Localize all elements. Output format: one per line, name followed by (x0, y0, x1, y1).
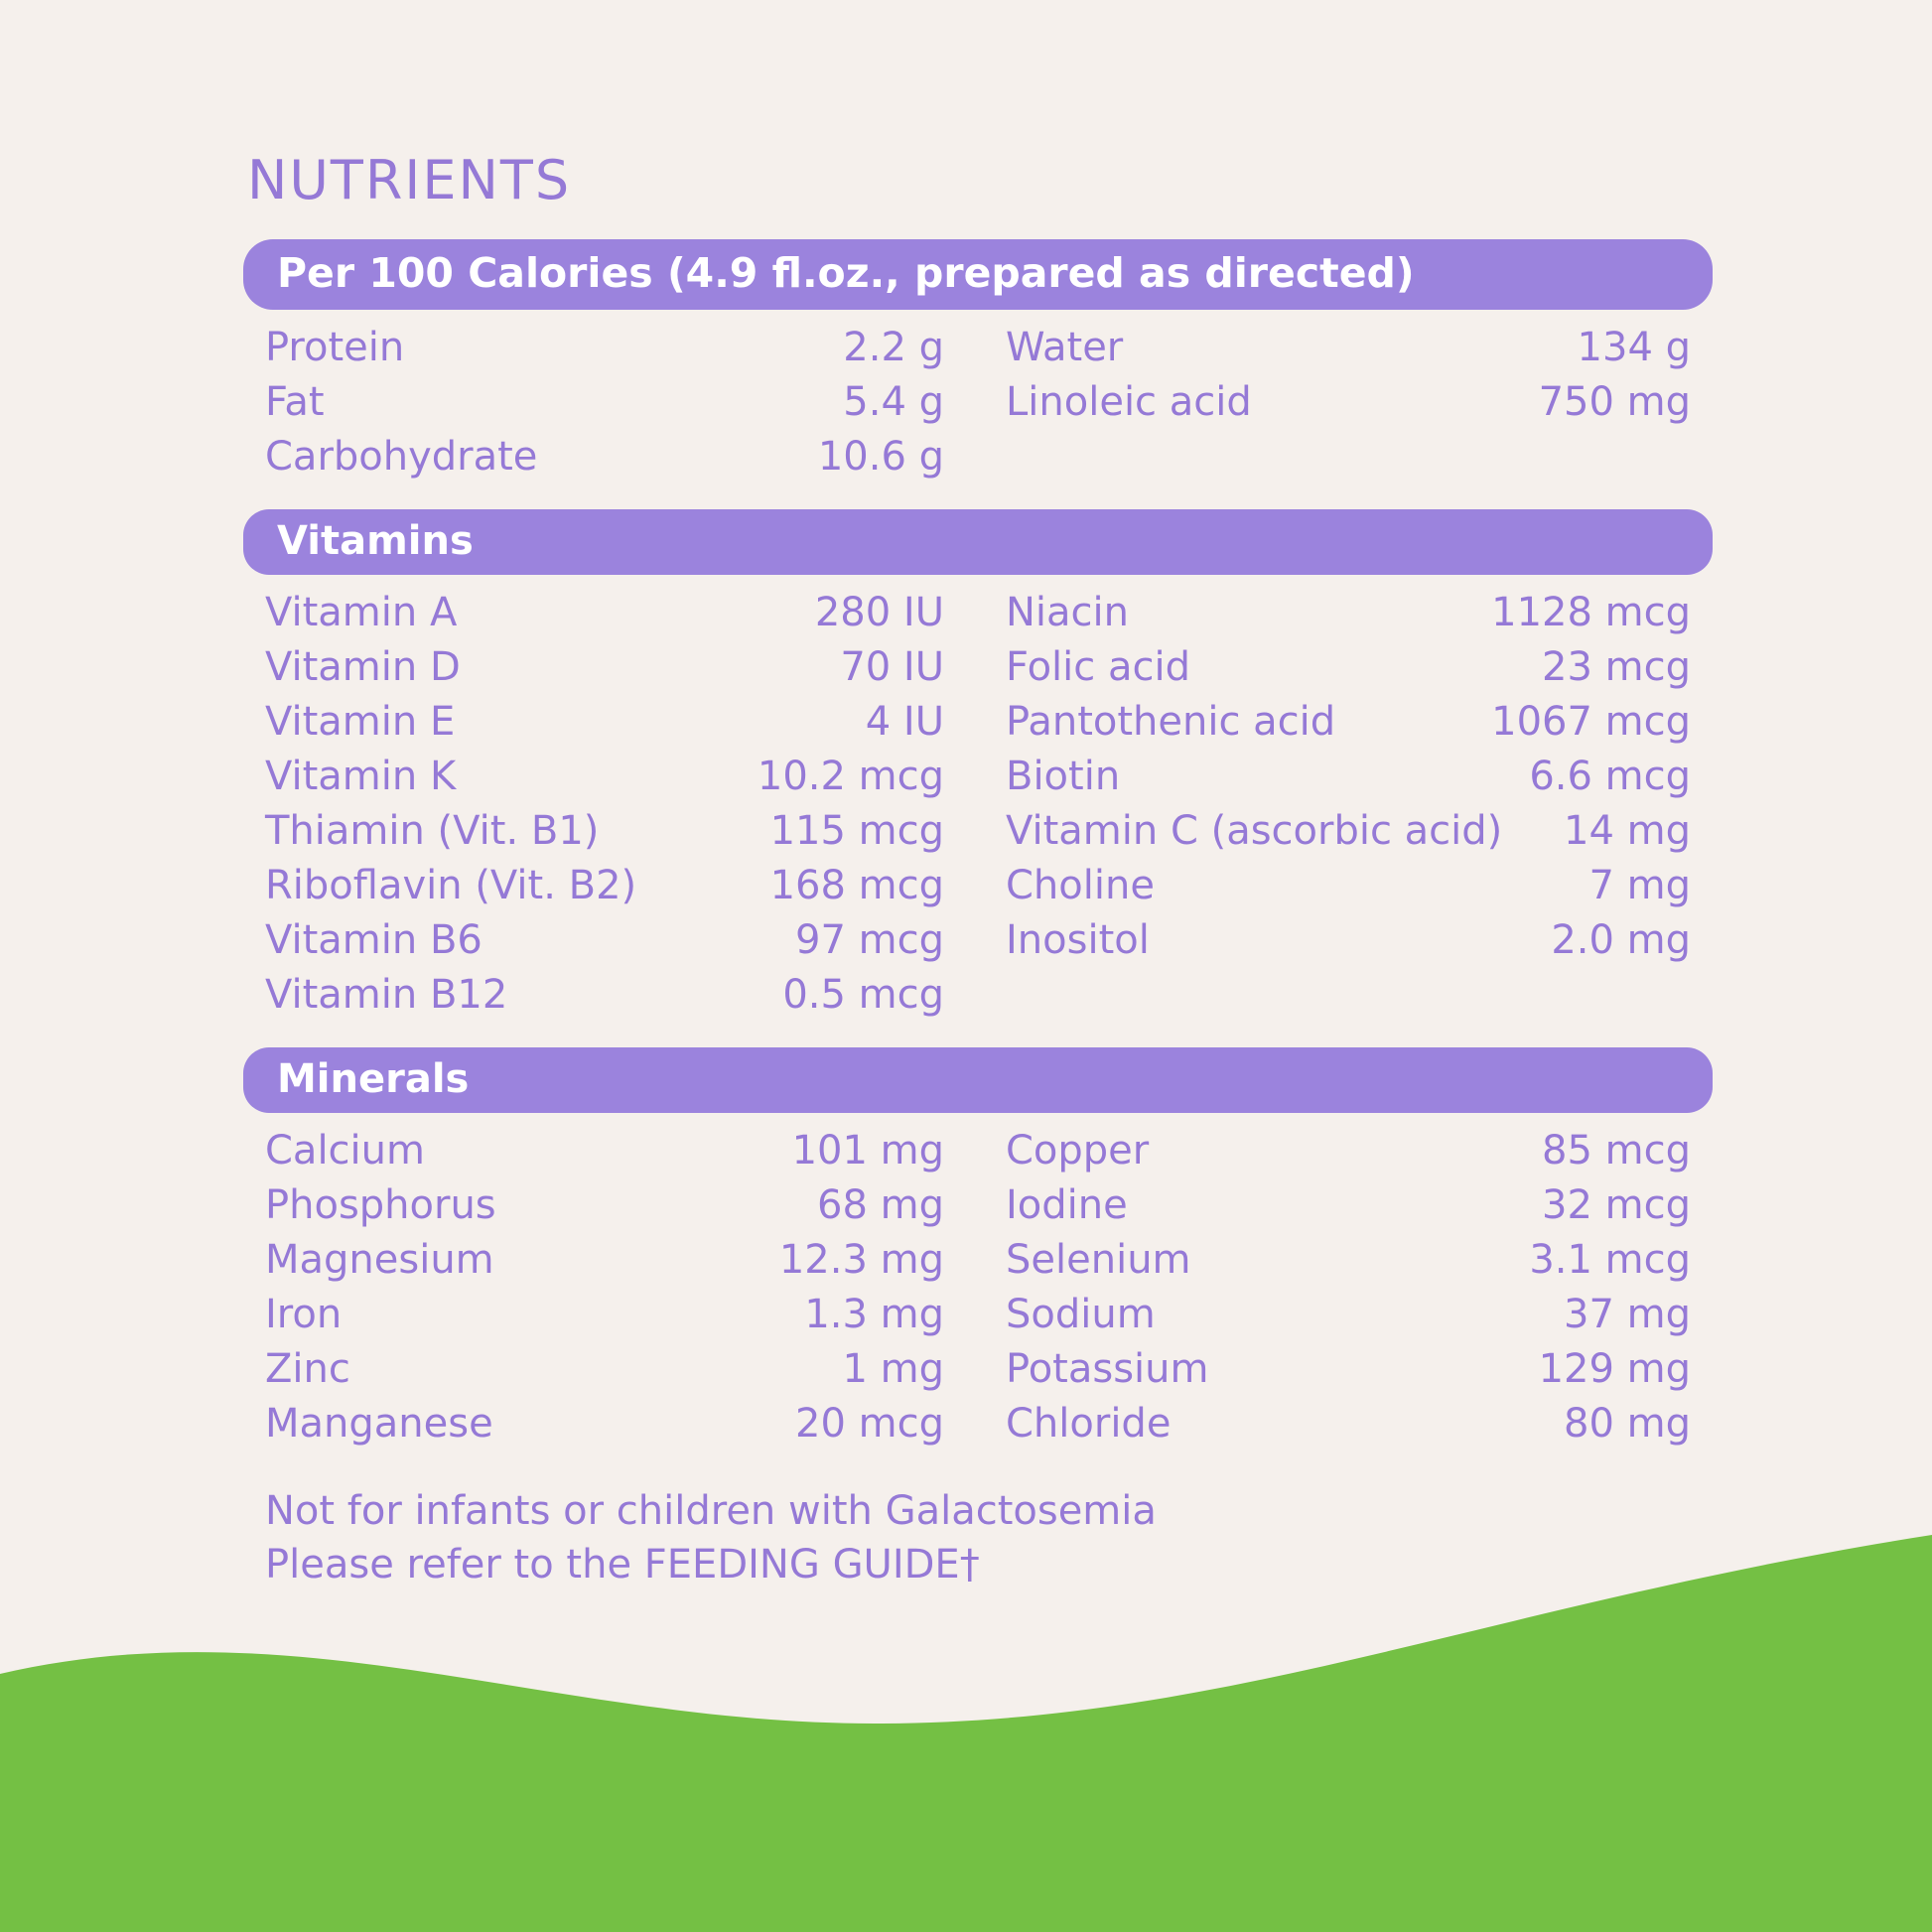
table-row (265, 1232, 1691, 1287)
nutrient-cell (978, 644, 1691, 690)
nutrient-label: Phosphorus (265, 1181, 496, 1228)
nutrient-label: Riboflavin (Vit. B2) (265, 862, 637, 908)
nutrient-cell (265, 1401, 978, 1447)
nutrient-label: Iron (265, 1291, 343, 1337)
nutrient-cell (978, 917, 1691, 963)
nutrient-cell (265, 325, 978, 370)
nutrient-cell (265, 917, 978, 963)
nutrient-value: 0.5 mcg (782, 971, 944, 1018)
nutrient-value: 20 mcg (795, 1400, 944, 1447)
nutrient-label: Vitamin K (265, 753, 457, 799)
nutrient-value: 7 mg (1588, 862, 1691, 908)
table-row (265, 585, 1691, 639)
nutrient-cell (978, 379, 1691, 425)
nutrient-cell (265, 379, 978, 425)
nutrient-value: 6.6 mcg (1529, 753, 1691, 799)
nutrient-label: Linoleic acid (1006, 378, 1252, 425)
nutrient-value: 3.1 mcg (1529, 1236, 1691, 1283)
nutrient-value: 101 mg (791, 1127, 944, 1173)
nutrient-label: Vitamin A (265, 589, 458, 635)
table-row (265, 1177, 1691, 1232)
nutrient-label: Inositol (1006, 916, 1150, 963)
nutrient-label: Magnesium (265, 1236, 494, 1283)
table-row (265, 912, 1691, 967)
page-title: NUTRIENTS (247, 149, 572, 211)
nutrient-value: 12.3 mg (778, 1236, 944, 1283)
nutrient-label: Sodium (1006, 1291, 1156, 1337)
nutrient-value: 23 mcg (1542, 643, 1691, 690)
nutrient-cell (265, 754, 978, 799)
nutrient-value: 37 mg (1564, 1291, 1691, 1337)
nutrient-value: 1.3 mg (804, 1291, 944, 1337)
nutrient-value: 129 mg (1538, 1345, 1691, 1392)
table-row (265, 1287, 1691, 1341)
nutrient-value: 2.0 mg (1551, 916, 1691, 963)
nutrient-cell (265, 1346, 978, 1392)
footnote-galactosemia: Not for infants or children with Galactosemia (265, 1488, 1157, 1535)
table-row (265, 1341, 1691, 1396)
nutrient-value: 168 mcg (769, 862, 944, 908)
nutrient-label: Zinc (265, 1345, 350, 1392)
nutrient-label: Vitamin D (265, 643, 461, 690)
nutrient-label: Thiamin (Vit. B1) (265, 807, 600, 854)
nutrient-cell (265, 1182, 978, 1228)
nutrient-value: 10.2 mcg (757, 753, 944, 799)
nutrients-content (243, 149, 1713, 1591)
nutrient-value: 5.4 g (843, 378, 944, 425)
nutrient-value: 115 mcg (769, 807, 944, 854)
nutrient-cell (978, 1182, 1691, 1228)
nutrient-value: 97 mcg (795, 916, 944, 963)
nutrient-cell (978, 1346, 1691, 1392)
nutrient-label: Potassium (1006, 1345, 1209, 1392)
footnotes (243, 1450, 1713, 1591)
section-heading-minerals: Minerals (243, 1047, 1713, 1113)
nutrient-label: Vitamin E (265, 698, 456, 745)
table-row (265, 694, 1691, 749)
nutrient-value: 134 g (1577, 324, 1691, 370)
nutrient-cell (978, 1237, 1691, 1283)
nutrient-label: Fat (265, 378, 325, 425)
table-row (265, 1123, 1691, 1177)
nutrient-cell (265, 1292, 978, 1337)
nutrient-value: 750 mg (1538, 378, 1691, 425)
nutrient-cell (265, 590, 978, 635)
nutrient-label: Water (1006, 324, 1124, 370)
table-row (265, 749, 1691, 803)
nutrient-label: Vitamin C (ascorbic acid) (1006, 807, 1503, 854)
section-rows-minerals (243, 1113, 1713, 1450)
nutrient-label: Selenium (1006, 1236, 1191, 1283)
nutrient-value: 14 mg (1564, 807, 1691, 854)
nutrient-label: Biotin (1006, 753, 1121, 799)
nutrient-cell (265, 808, 978, 854)
nutrient-cell (978, 754, 1691, 799)
nutrient-cell (978, 590, 1691, 635)
table-row (265, 803, 1691, 858)
section-vitamins (243, 509, 1713, 1022)
nutrient-value: 1128 mcg (1491, 589, 1691, 635)
footnote-feeding-guide: Please refer to the FEEDING GUIDE† (265, 1542, 980, 1588)
nutrient-value: 280 IU (814, 589, 944, 635)
nutrient-value: 2.2 g (843, 324, 944, 370)
section-heading-vitamins: Vitamins (243, 509, 1713, 575)
nutrient-cell (978, 808, 1691, 854)
table-row (265, 639, 1691, 694)
nutrient-label: Vitamin B12 (265, 971, 508, 1018)
nutrient-label: Copper (1006, 1127, 1150, 1173)
nutrient-cell (265, 863, 978, 908)
nutrient-cell (978, 1128, 1691, 1173)
section-rows-per-100-calories (243, 310, 1713, 483)
nutrient-label: Niacin (1006, 589, 1130, 635)
table-row (265, 374, 1691, 429)
table-row (265, 967, 1691, 1022)
nutrient-cell (978, 1292, 1691, 1337)
nutrient-value: 1 mg (842, 1345, 944, 1392)
nutrient-label: Manganese (265, 1400, 493, 1447)
nutrient-label: Chloride (1006, 1400, 1172, 1447)
section-rows-vitamins (243, 575, 1713, 1022)
nutrient-value: 1067 mcg (1491, 698, 1691, 745)
nutrient-cell (265, 1128, 978, 1173)
nutrient-value: 80 mg (1564, 1400, 1691, 1447)
table-row (265, 429, 1691, 483)
nutrient-cell (978, 863, 1691, 908)
nutrient-label: Folic acid (1006, 643, 1190, 690)
nutrient-value: 4 IU (865, 698, 944, 745)
nutrient-cell (978, 1401, 1691, 1447)
section-per-100-calories (243, 239, 1713, 483)
table-row (265, 858, 1691, 912)
nutrient-value: 32 mcg (1542, 1181, 1691, 1228)
section-heading-per-100-calories: Per 100 Calories (4.9 fl.oz., prepared as directed) (243, 239, 1713, 310)
nutrient-value: 68 mg (817, 1181, 944, 1228)
nutrient-value: 10.6 g (817, 433, 944, 480)
nutrient-label: Vitamin B6 (265, 916, 483, 963)
nutrient-value: 85 mcg (1542, 1127, 1691, 1173)
table-row (265, 1396, 1691, 1450)
nutrient-cell (978, 325, 1691, 370)
nutrient-label: Carbohydrate (265, 433, 538, 480)
nutrient-cell (265, 644, 978, 690)
nutrient-cell (265, 972, 978, 1018)
table-row (265, 320, 1691, 374)
nutrient-cell (265, 1237, 978, 1283)
nutrient-label: Iodine (1006, 1181, 1128, 1228)
nutrient-cell (978, 699, 1691, 745)
nutrient-label: Pantothenic acid (1006, 698, 1336, 745)
section-minerals (243, 1047, 1713, 1450)
nutrient-cell (265, 434, 978, 480)
nutrient-cell (265, 699, 978, 745)
nutrient-value: 70 IU (840, 643, 944, 690)
nutrient-label: Protein (265, 324, 405, 370)
nutrient-label: Calcium (265, 1127, 425, 1173)
nutrient-label: Choline (1006, 862, 1155, 908)
